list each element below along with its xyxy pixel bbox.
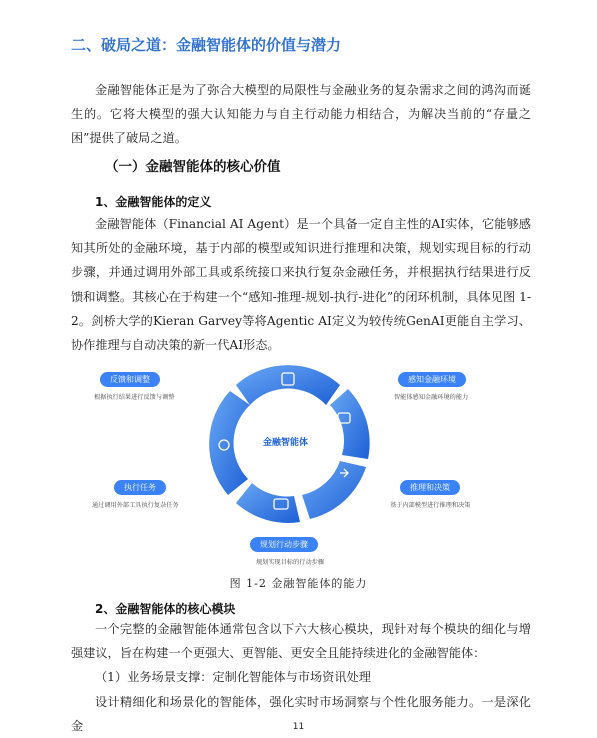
subsection-heading: （一）金融智能体的核心价值 <box>105 159 281 175</box>
node-execute: 执行任务 <box>114 480 166 495</box>
figure-caption: 图 1-2 金融智能体的能力 <box>229 577 368 590</box>
node-reason: 推理和决策 <box>400 480 460 495</box>
node-execute-desc: 通过调用外部工具执行复杂任务 <box>92 502 179 509</box>
item1-text: 设计精细化和场景化的智能体，强化实时市场洞察与个性化服务能力。一是深化金 <box>71 694 531 733</box>
intro-text: 金融智能体正是为了弥合大模型的局限性与金融业务的复杂需求之间的鸿沟而诞生的。它将大模型的强大认知能力与自主行动能力相结合，为解决当前的“存量之困”提供了破局之道。 <box>71 83 531 146</box>
node-plan: 规划行动步骤 <box>250 537 318 552</box>
section-heading: 二、破局之道：金融智能体的价值与潜力 <box>71 36 342 54</box>
ring-segment-bottom <box>236 483 300 523</box>
agent-capability-figure <box>80 355 520 575</box>
node-feedback-desc: 根据执行结果进行反馈与调整 <box>94 394 175 401</box>
node-reason-desc: 基于内部模型进行推理和决策 <box>390 502 471 509</box>
ring-segment-right-top <box>330 389 370 459</box>
page-number: 11 <box>292 722 305 732</box>
center-label: 金融智能体 <box>263 438 309 448</box>
modules-title: 2、金融智能体的核心模块 <box>95 602 236 616</box>
definition-title: 1、金融智能体的定义 <box>95 195 212 209</box>
modules-paragraph <box>71 617 531 738</box>
definition-paragraph <box>71 212 531 357</box>
ring-segment-right-bottom <box>302 461 366 519</box>
ring-segment-left <box>209 391 250 495</box>
node-feedback: 反馈和调整 <box>100 372 160 387</box>
definition-text: 金融智能体（Financial AI Agent）是一个具备一定自主性的AI实体，它能够感知其所处的金融环境，基于内部的模型或知识进行推理和决策，规划实现目标的行动步骤，并通过调用外部工具或系统接口来执行复杂金融任务，并根据执行结果进行反馈和调整。其核心在于构建一个“感知-推理-规划-执行-进化”的闭环机制，具体见图 1-2。剑桥大学的Kieran Garvey等将Agentic AI定义为较传统GenAI更能自主学习、协作推理与自动决策的新一代AI形态。 <box>71 217 531 353</box>
node-sense-desc: 智能体感知金融环境的能力 <box>394 394 469 401</box>
modules-text: 一个完整的金融智能体通常包含以下六大核心模块，现针对每个模块的细化与增强建议，旨在构建一个更强大、更智能、更安全且能持续进化的金融智能体： <box>71 622 531 661</box>
item1-title: （1）业务场景支撑：定制化智能体与市场资讯处理 <box>95 670 371 685</box>
node-plan-desc: 规划实现目标的行动步骤 <box>256 559 325 566</box>
intro-paragraph <box>71 78 531 151</box>
node-sense: 感知金融环境 <box>398 372 466 387</box>
